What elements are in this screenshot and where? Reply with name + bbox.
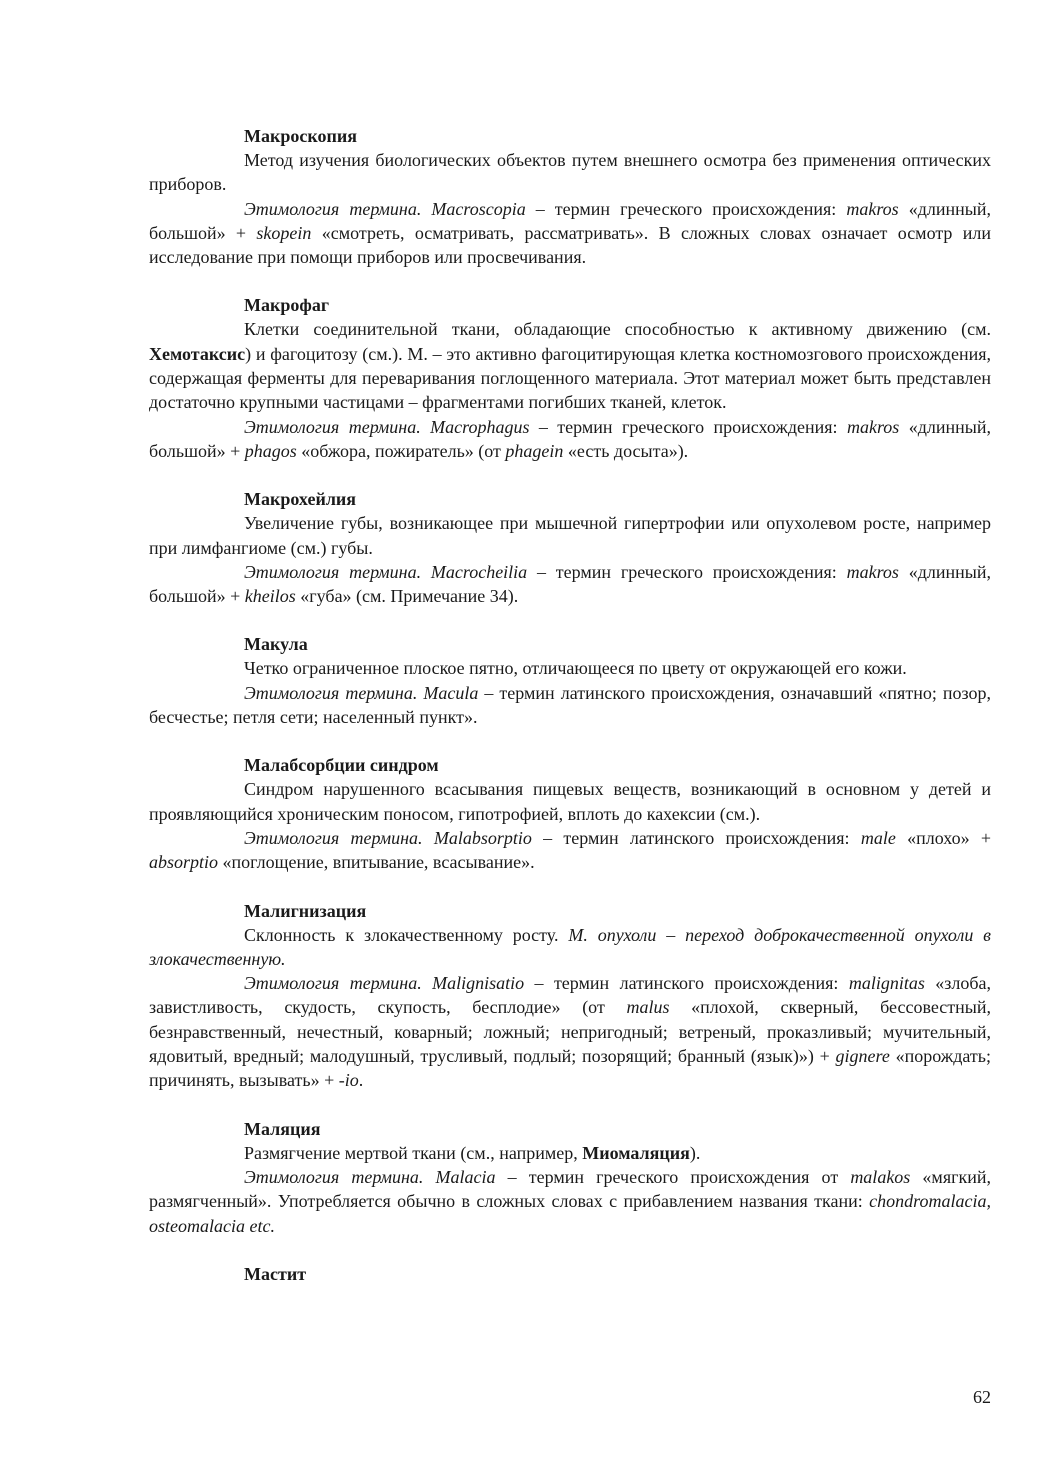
text-run: ) и фагоцитозу (см.). М. – это активно фагоцитирующая клетка костномозгового происхождения, содержащая ферменты для переваривания поглощенного материала. Этот материал может быть представлен достаточно крупными частицами – фрагментами погибших тканей, клеток. [149,343,991,413]
text-run: – термин латинского происхождения: [531,827,861,848]
text-run: «злоба, завистливость, скудость, скупость, бесплодие» (от [149,973,991,1018]
text-run: ). [689,1142,701,1163]
entry-term: Мастит [244,1263,307,1284]
etymology-paragraph [149,826,991,875]
definition-paragraph [149,1141,991,1165]
text-run: makros [846,416,900,437]
page-number: 62 [973,1387,991,1407]
entry-term: Макрохейлия [244,489,357,510]
text-run: – термин греческого происхождения: [525,198,847,219]
text-run: -io [338,1070,359,1091]
text-run: Этимология термина. Macrophagus [244,416,530,437]
cross-reference: Хемотаксис [149,343,246,364]
text-run: М. опухоли – переход доброкачественной опухоли в злокачественную. [149,924,991,969]
etymology-paragraph [149,1165,991,1238]
definition-paragraph [149,656,991,680]
text-run: makros [846,198,899,219]
text-run: gignere [835,1046,890,1067]
text-run: chondromalacia, osteomalacia etc. [149,1191,991,1236]
text-run: Синдром нарушенного всасывания пищевых веществ, возникающий в основном у детей и проявляющийся хроническим поносом, гипотрофией, вплоть до кахексии (см.). [149,779,991,824]
text-run: malakos [850,1166,911,1187]
text-run: «плохой, скверный, бессовестный, безнравственный, нечестный, коварный; ложный; непригодный; ветреный, проказливый; мучительный, ядовитый, вредный; малодушный, трусливый, подлый; позорящий; бранный (язык)») + [149,997,991,1067]
entry-macrocheilia [149,487,991,608]
definition-paragraph [149,317,991,414]
entry-macroscopy [149,124,991,269]
text-run: Размягчение мертвой ткани (см., например, [244,1142,583,1163]
text-run: absorptio [149,852,219,873]
etymology-paragraph [149,971,991,1092]
text-run: Клетки соединительной ткани, обладающие способностью к активному движению (см. [244,319,991,340]
text-run: Склонность к злокачественному росту. [244,924,569,945]
text-run: «порождать; причинять, вызывать» + [149,1046,991,1091]
etymology-paragraph [149,197,991,270]
text-run: Этимология термина. Malignisatio [244,973,525,994]
entry-term: Макроскопия [244,126,357,146]
entry-term: Малабсорбции синдром [244,755,439,776]
text-run: Этимология термина. Malabsorptio [244,827,532,848]
text-run: Метод изучения биологических объектов путем внешнего осмотра без применения оптических приборов. [149,150,991,195]
entry-malabsorption [149,753,991,874]
entry-term: Малигнизация [244,900,367,921]
text-run: «поглощение, впитывание, всасывание». [218,852,535,873]
text-run: Четко ограниченное плоское пятно, отличающееся по цвету от окружающей его кожи. [244,658,907,679]
entry-malignization [149,899,991,1093]
text-run: «мягкий, размягченный». Употребляется обычно в сложных словах с прибавлением названия ткани: [149,1166,991,1212]
text-run: «длинный, большой» + [149,416,991,461]
text-run: male [860,827,896,848]
text-run: phagein [505,440,564,461]
definition-paragraph [149,923,991,972]
text-run: skopein [256,222,312,243]
text-run: Этимология термина. Macula [244,682,479,703]
entry-malacia [149,1117,991,1238]
text-run: «плохо» + [895,827,991,848]
definition-paragraph [149,511,991,560]
entry-term: Макрофаг [244,295,329,316]
text-run: kheilos [244,586,296,607]
entry-macula [149,632,991,729]
entry-term: Макула [244,634,308,655]
cross-reference: Миомаляция [582,1142,690,1163]
text-run: «есть досыта»). [563,440,689,461]
text-run: malus [626,997,670,1018]
text-run: . [358,1070,364,1091]
text-run: «губа» (см. Примечание 34). [295,586,519,607]
text-run: phagos [244,440,297,461]
text-run: – термин латинского происхождения, означавший «пятно; позор, бесчестье; петля сети; населенный пункт». [149,682,991,728]
text-run: «обжора, пожиратель» (от [296,440,506,461]
entry-term: Маляция [244,1118,321,1139]
text-run: Этимология термина. Macroscopia [244,198,526,219]
text-run: – термин греческого происхождения: [527,561,847,582]
document-page [149,124,991,1310]
text-run: makros [846,561,899,582]
text-run: – термин греческого происхождения от [495,1166,851,1187]
entry-macrophage [149,293,991,463]
etymology-paragraph [149,560,991,609]
text-run: – термин греческого происхождения: [529,416,847,437]
text-run: Этимология термина. Malacia [244,1166,496,1187]
text-run: malignitas [848,973,925,994]
etymology-paragraph [149,415,991,464]
text-run: – термин латинского происхождения: [524,973,849,994]
text-run: «длинный, большой» + [149,198,992,243]
text-run: «длинный, большой» + [149,561,991,607]
etymology-paragraph [149,681,991,730]
definition-paragraph [149,148,991,197]
text-run: «смотреть, осматривать, рассматривать». В сложных словах означает осмотр или исследование при помощи приборов или просвечивания. [149,222,991,268]
text-run: Этимология термина. Macrocheilia [244,561,528,582]
entry-mastitis [149,1262,991,1286]
definition-paragraph [149,777,991,826]
text-run: Увеличение губы, возникающее при мышечной гипертрофии или опухолевом росте, например при лимфангиоме (см.) губы. [149,513,991,558]
